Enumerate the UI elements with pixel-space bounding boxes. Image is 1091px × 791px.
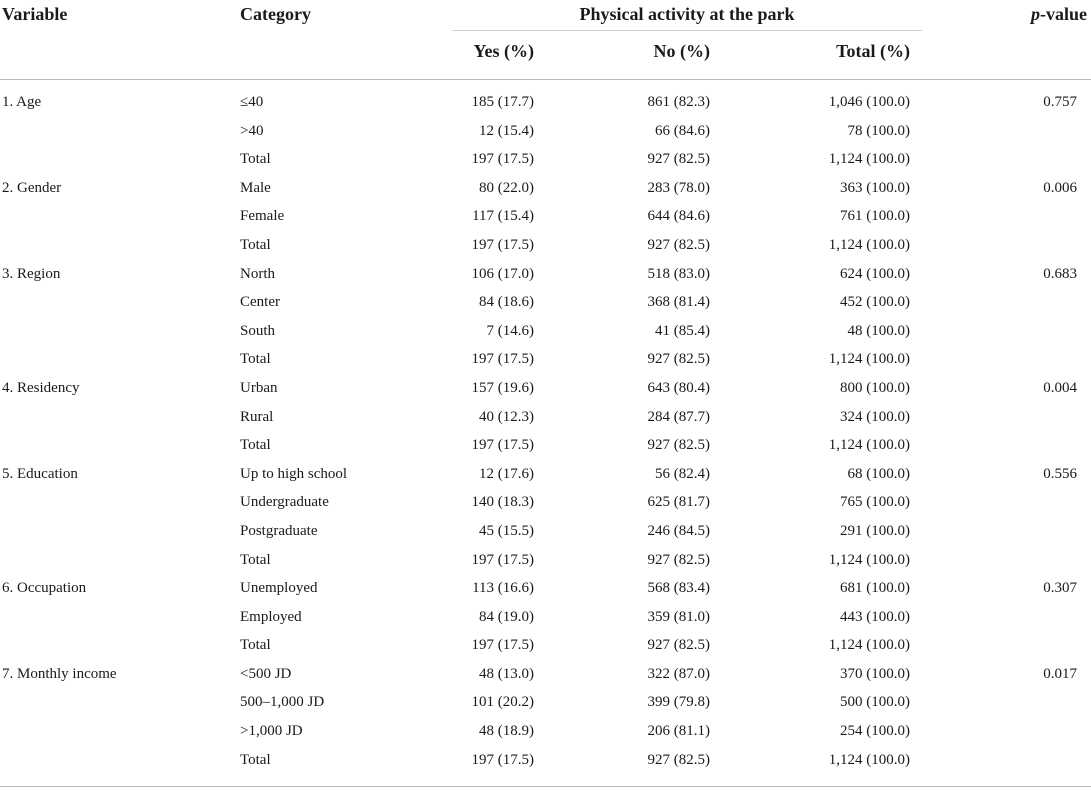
cell-category: 500–1,000 JD: [240, 694, 325, 711]
cell-yes: 197 (17.5): [471, 637, 534, 654]
cell-category: ≤40: [240, 94, 264, 110]
cell-total: 681 (100.0): [840, 580, 910, 597]
cell-p-value: 0.017: [1043, 665, 1077, 682]
cell-category: Total: [240, 437, 271, 454]
table-header: [0, 0, 1091, 80]
cell-variable: 7. Monthly income: [2, 665, 117, 682]
cell-category: Total: [240, 637, 271, 654]
cell-category: Rural: [240, 408, 274, 425]
cell-category: Urban: [240, 379, 278, 396]
cell-yes: 197 (17.5): [471, 751, 534, 768]
cell-variable: 5. Education: [2, 465, 78, 482]
cell-yes: 48 (18.9): [479, 723, 534, 740]
cell-total: 1,124 (100.0): [828, 151, 910, 168]
table-row: [0, 374, 1091, 403]
cell-category: >1,000 JD: [240, 723, 303, 740]
cell-variable: 1. Age: [2, 94, 42, 110]
cell-p-value: 0.683: [1043, 265, 1077, 282]
cell-yes: 106 (17.0): [471, 265, 534, 282]
cell-category: Total: [240, 551, 271, 568]
cell-p-value: 0.307: [1043, 580, 1077, 597]
cell-no: 368 (81.4): [647, 294, 710, 311]
cell-total: 443 (100.0): [840, 608, 910, 625]
cell-yes: 45 (15.5): [479, 522, 534, 539]
cell-no: 283 (78.0): [647, 179, 710, 196]
header-total: Total (%): [836, 41, 910, 61]
cell-total: 624 (100.0): [840, 265, 910, 282]
cell-p-value: 0.556: [1043, 465, 1077, 482]
cell-no: 41 (85.4): [655, 322, 710, 339]
cell-yes: 185 (17.7): [471, 94, 534, 110]
cell-no: 359 (81.0): [647, 608, 710, 625]
cell-category: Total: [240, 236, 271, 253]
cell-total: 1,124 (100.0): [828, 637, 910, 654]
header-variable: Variable: [2, 4, 68, 24]
cell-no: 518 (83.0): [647, 265, 710, 282]
cell-p-value: 0.006: [1043, 179, 1077, 196]
cell-total: 291 (100.0): [840, 522, 910, 539]
cell-category: Total: [240, 751, 271, 768]
table-row: [0, 288, 1091, 317]
table-row: [0, 117, 1091, 146]
table-row: [0, 717, 1091, 746]
cell-p-value: 0.004: [1043, 379, 1077, 396]
cell-yes: 197 (17.5): [471, 151, 534, 168]
cell-no: 927 (82.5): [647, 551, 710, 568]
cell-no: 56 (82.4): [655, 465, 710, 482]
cell-total: 1,124 (100.0): [828, 351, 910, 368]
cell-yes: 197 (17.5): [471, 351, 534, 368]
cell-no: 927 (82.5): [647, 637, 710, 654]
cell-total: 765 (100.0): [840, 494, 910, 511]
cell-yes: 101 (20.2): [471, 694, 534, 711]
cell-no: 206 (81.1): [647, 723, 710, 740]
cell-no: 927 (82.5): [647, 236, 710, 253]
cell-variable: 4. Residency: [2, 379, 80, 396]
cell-yes: 140 (18.3): [471, 494, 534, 511]
cell-total: 1,124 (100.0): [828, 236, 910, 253]
table-row: [0, 631, 1091, 660]
cell-category: >40: [240, 122, 264, 139]
table-row: [0, 517, 1091, 546]
cell-total: 761 (100.0): [840, 208, 910, 225]
cell-no: 861 (82.3): [647, 94, 710, 110]
cell-category: Female: [240, 208, 285, 225]
cell-no: 927 (82.5): [647, 351, 710, 368]
cell-no: 568 (83.4): [647, 580, 710, 597]
cell-no: 625 (81.7): [647, 494, 710, 511]
table-row: [0, 345, 1091, 374]
cell-total: 254 (100.0): [840, 723, 910, 740]
cell-yes: 40 (12.3): [479, 408, 534, 425]
header-p-rest: -value: [1040, 4, 1087, 24]
table-row: [0, 603, 1091, 632]
cell-yes: 12 (17.6): [479, 465, 534, 482]
cell-category: Up to high school: [240, 465, 348, 482]
cell-p-value: 0.757: [1043, 94, 1077, 110]
table-row: [0, 260, 1091, 289]
cell-variable: 6. Occupation: [2, 580, 87, 597]
cell-no: 644 (84.6): [647, 208, 710, 225]
cell-yes: 84 (18.6): [479, 294, 534, 311]
cell-category: Male: [240, 179, 271, 196]
cell-category: Postgraduate: [240, 522, 318, 539]
cell-no: 246 (84.5): [647, 522, 710, 539]
table-bottom-rule: [0, 786, 1091, 787]
cell-yes: 12 (15.4): [479, 122, 534, 139]
cell-total: 1,124 (100.0): [828, 551, 910, 568]
cell-category: North: [240, 265, 275, 282]
cell-total: 452 (100.0): [840, 294, 910, 311]
cell-yes: 197 (17.5): [471, 437, 534, 454]
cell-no: 927 (82.5): [647, 751, 710, 768]
cell-category: South: [240, 322, 276, 339]
header-yes: Yes (%): [473, 41, 534, 61]
header-p-value: [980, 3, 1087, 25]
cell-category: Employed: [240, 608, 302, 625]
cell-no: 927 (82.5): [647, 151, 710, 168]
cell-total: 370 (100.0): [840, 665, 910, 682]
cell-category: Undergraduate: [240, 494, 329, 511]
cell-category: Unemployed: [240, 580, 318, 597]
cell-total: 324 (100.0): [840, 408, 910, 425]
cell-yes: 84 (19.0): [479, 608, 534, 625]
table-row: [0, 145, 1091, 174]
cell-variable: 2. Gender: [2, 179, 62, 196]
table-row: [0, 231, 1091, 260]
table-row: [0, 174, 1091, 203]
cell-total: 1,124 (100.0): [828, 437, 910, 454]
cell-no: 322 (87.0): [647, 665, 710, 682]
cell-category: <500 JD: [240, 665, 292, 682]
cell-no: 66 (84.6): [655, 122, 710, 139]
header-group-rule: [452, 30, 922, 31]
cell-no: 284 (87.7): [647, 408, 710, 425]
header-p-italic: p: [1031, 4, 1040, 24]
cell-no: 927 (82.5): [647, 437, 710, 454]
table-row: [0, 488, 1091, 517]
table-row: [0, 460, 1091, 489]
cell-total: 500 (100.0): [840, 694, 910, 711]
cell-category: Total: [240, 151, 271, 168]
cell-yes: 48 (13.0): [479, 665, 534, 682]
cell-yes: 80 (22.0): [479, 179, 534, 196]
table-row: [0, 317, 1091, 346]
table-row: [0, 574, 1091, 603]
cell-yes: 157 (19.6): [471, 379, 534, 396]
cell-no: 643 (80.4): [647, 379, 710, 396]
table-row: [0, 202, 1091, 231]
cell-total: 1,124 (100.0): [828, 751, 910, 768]
table-row: [0, 546, 1091, 575]
table-row: [0, 431, 1091, 460]
table-row: [0, 88, 1091, 117]
cell-total: 363 (100.0): [840, 179, 910, 196]
table-row: [0, 746, 1091, 775]
cell-yes: 7 (14.6): [486, 322, 534, 339]
table-body: [0, 88, 1091, 774]
cell-total: 78 (100.0): [847, 122, 910, 139]
header-group-title: Physical activity at the park: [579, 4, 795, 24]
cell-total: 68 (100.0): [847, 465, 910, 482]
cell-yes: 117 (15.4): [472, 208, 534, 225]
cell-category: Total: [240, 351, 271, 368]
cell-no: 399 (79.8): [647, 694, 710, 711]
header-category: Category: [240, 4, 311, 24]
cell-yes: 197 (17.5): [471, 551, 534, 568]
cell-yes: 197 (17.5): [471, 236, 534, 253]
header-no: No (%): [653, 41, 710, 61]
cell-total: 48 (100.0): [847, 322, 910, 339]
cell-total: 800 (100.0): [840, 379, 910, 396]
cell-total: 1,046 (100.0): [828, 94, 910, 110]
table-row: [0, 660, 1091, 689]
table-row: [0, 688, 1091, 717]
cell-variable: 3. Region: [2, 265, 61, 282]
cell-yes: 113 (16.6): [472, 580, 534, 597]
cell-category: Center: [240, 294, 280, 311]
table-row: [0, 403, 1091, 432]
